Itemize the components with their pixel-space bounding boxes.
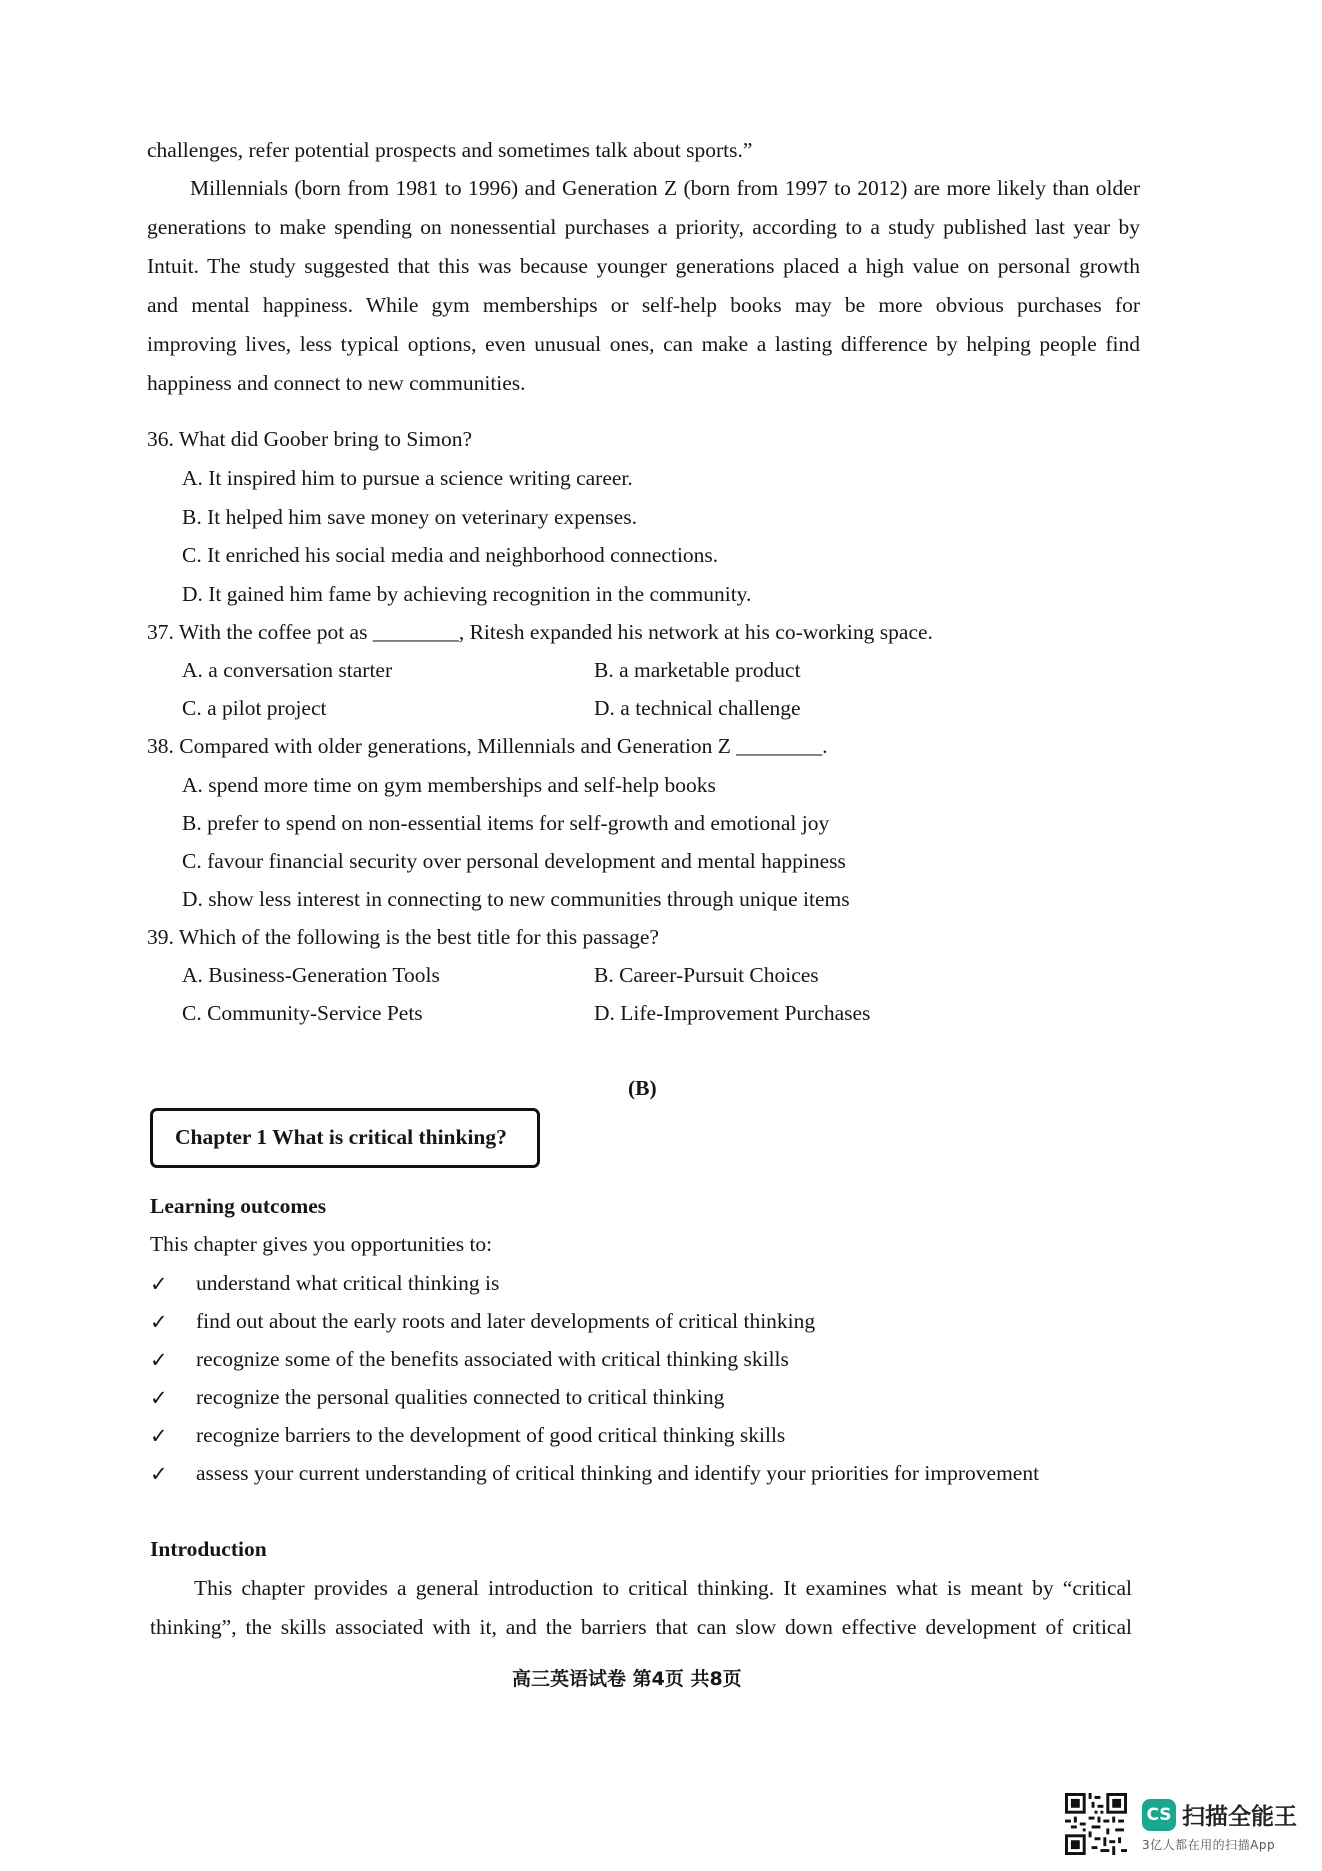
passage-a-p2-line-6: happiness and connect to new communities. — [147, 371, 526, 395]
chapter-title: Chapter 1 What is critical thinking? — [175, 1125, 507, 1149]
qr-code-icon — [1065, 1793, 1127, 1855]
passage-a-p2-line-1: Millennials (born from 1981 to 1996) and Generation Z (born from 1997 to 2012) are more likely than older — [190, 176, 1140, 200]
question-37-option-b: B. a marketable product — [594, 658, 801, 682]
question-37-stem: 37. With the coffee pot as ________, Ritesh expanded his network at his co-working space. — [147, 620, 933, 644]
passage-b-label: (B) — [628, 1076, 657, 1100]
question-36-option-d: D. It gained him fame by achieving recognition in the community. — [182, 582, 752, 606]
introduction-heading: Introduction — [150, 1537, 267, 1561]
question-39-stem: 39. Which of the following is the best title for this passage? — [147, 925, 659, 949]
outcome-item-4: recognize the personal qualities connected to critical thinking — [196, 1385, 725, 1409]
question-39-option-b: B. Career-Pursuit Choices — [594, 963, 819, 987]
check-icon: ✓ — [150, 1462, 168, 1486]
question-37-option-c: C. a pilot project — [182, 696, 327, 720]
question-39-option-a: A. Business-Generation Tools — [182, 963, 440, 987]
question-36-option-a: A. It inspired him to pursue a science writing career. — [182, 466, 633, 490]
outcome-item-1: understand what critical thinking is — [196, 1271, 500, 1295]
check-icon: ✓ — [150, 1310, 168, 1334]
scanner-app-name: 扫描全能王 — [1182, 1804, 1297, 1830]
question-38-option-b: B. prefer to spend on non-essential items for self-growth and emotional joy — [182, 811, 830, 835]
question-38-option-a: A. spend more time on gym memberships and self-help books — [182, 773, 716, 797]
question-39-option-c: C. Community-Service Pets — [182, 1001, 423, 1025]
introduction-line-2: thinking”, the skills associated with it, and the barriers that can slow down effective development of critical — [150, 1615, 1132, 1639]
question-39-option-d: D. Life-Improvement Purchases — [594, 1001, 871, 1025]
question-36-option-b: B. It helped him save money on veterinary expenses. — [182, 505, 637, 529]
check-icon: ✓ — [150, 1424, 168, 1448]
question-36-option-c: C. It enriched his social media and neighborhood connections. — [182, 543, 719, 567]
passage-a-p2-line-3: Intuit. The study suggested that this was because younger generations placed a high value on personal growth — [147, 254, 1140, 278]
check-icon: ✓ — [150, 1348, 168, 1372]
check-icon: ✓ — [150, 1272, 168, 1296]
question-37-option-a: A. a conversation starter — [182, 658, 393, 682]
scanner-app-tagline: 3亿人都在用的扫描App — [1142, 1838, 1276, 1852]
outcome-item-2: find out about the early roots and later developments of critical thinking — [196, 1309, 816, 1333]
outcome-item-6: assess your current understanding of critical thinking and identify your priorities for improvement — [196, 1461, 1040, 1485]
question-38-stem: 38. Compared with older generations, Millennials and Generation Z ________. — [147, 734, 828, 758]
question-36-stem: 36. What did Goober bring to Simon? — [147, 427, 473, 451]
introduction-line-1: This chapter provides a general introduction to critical thinking. It examines what is meant by “critical — [194, 1576, 1132, 1600]
passage-a-p2-line-2: generations to make spending on nonessential purchases a priority, according to a study published last year by — [147, 215, 1140, 239]
check-icon: ✓ — [150, 1386, 168, 1410]
outcome-item-3: recognize some of the benefits associated with critical thinking skills — [196, 1347, 789, 1371]
passage-a-p2-line-4: and mental happiness. While gym memberships or self-help books may be more obvious purchases for — [147, 293, 1140, 317]
question-38-option-c: C. favour financial security over personal development and mental happiness — [182, 849, 846, 873]
learning-outcomes-intro: This chapter gives you opportunities to: — [150, 1232, 493, 1256]
passage-a-line-0: challenges, refer potential prospects and sometimes talk about sports.” — [147, 138, 753, 162]
scanner-logo: CS — [1142, 1799, 1176, 1831]
outcome-item-5: recognize barriers to the development of good critical thinking skills — [196, 1423, 786, 1447]
learning-outcomes-heading: Learning outcomes — [150, 1194, 327, 1218]
passage-a-p2-line-5: improving lives, less typical options, even unusual ones, can make a lasting difference by helping people find — [147, 332, 1140, 356]
question-37-option-d: D. a technical challenge — [594, 696, 801, 720]
page-footer: 高三英语试卷 第4页 共8页 — [512, 1668, 742, 1690]
question-38-option-d: D. show less interest in connecting to new communities through unique items — [182, 887, 850, 911]
